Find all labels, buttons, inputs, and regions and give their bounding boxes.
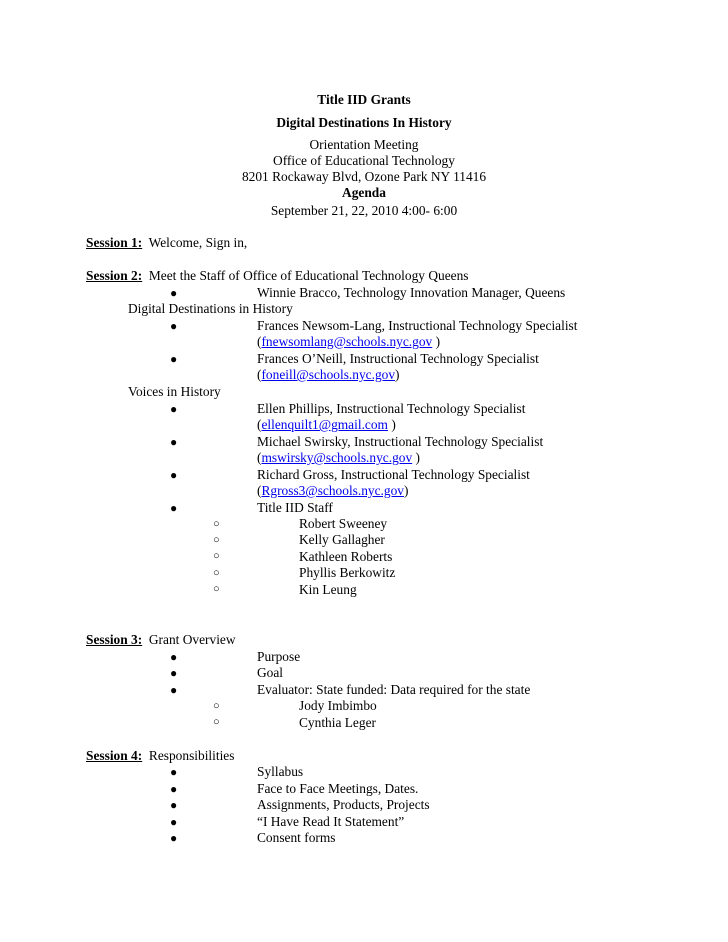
meeting-dates: September 21, 22, 2010 4:00- 6:00 [270, 203, 458, 218]
bullet-icon: ● [170, 782, 178, 796]
list-item: Purpose [257, 649, 301, 664]
bullet-icon: ● [170, 683, 178, 697]
list-item: Cynthia Leger [299, 715, 376, 730]
staff-ellen-phillips: Ellen Phillips, Instructional Technology Specialist [257, 401, 526, 416]
title-iid-staff-label: Title IID Staff [257, 500, 333, 515]
bullet-icon: ● [170, 765, 178, 779]
list-item: Kin Leung [299, 582, 357, 597]
session-4-text: Responsibilities [148, 748, 235, 763]
bullet-icon: ● [170, 402, 178, 416]
list-item: Kelly Gallagher [299, 532, 385, 547]
session-1-label: Session 1: [86, 235, 143, 250]
circle-bullet-icon: ○ [213, 518, 220, 530]
bullet-icon: ● [170, 815, 178, 829]
bullet-icon: ● [170, 319, 178, 333]
bullet-icon: ● [170, 286, 178, 300]
session-2 [86, 268, 469, 284]
circle-bullet-icon: ○ [213, 534, 220, 546]
email-link[interactable]: fnewsomlang@schools.nyc.gov [261, 334, 433, 349]
list-item: Robert Sweeney [299, 516, 388, 531]
circle-bullet-icon: ○ [213, 567, 220, 579]
agenda-heading: Agenda [342, 185, 386, 200]
list-item: Face to Face Meetings, Dates. [257, 781, 419, 796]
session-1-text: Welcome, Sign in, [148, 235, 248, 250]
office-address: 8201 Rockaway Blvd, Ozone Park NY 11416 [241, 169, 487, 184]
email-line: (ellenquilt1@gmail.com ) [257, 417, 396, 432]
list-item: Phyllis Berkowitz [299, 565, 396, 580]
circle-bullet-icon: ○ [213, 550, 220, 562]
circle-bullet-icon: ○ [213, 583, 220, 595]
email-line: (mswirsky@schools.nyc.gov ) [257, 450, 420, 465]
office-name: Office of Educational Technology [273, 153, 455, 168]
staff-frances-oneill: Frances O’Neill, Instructional Technology Specialist [257, 351, 539, 366]
list-item: Jody Imbimbo [299, 698, 377, 713]
staff-winnie-bracco: Winnie Bracco, Technology Innovation Manager, Queens [257, 285, 566, 300]
bullet-icon: ● [170, 666, 178, 680]
list-item: Kathleen Roberts [299, 549, 393, 564]
bullet-icon: ● [170, 831, 178, 845]
email-link[interactable]: foneill@schools.nyc.gov [261, 367, 396, 382]
list-item: Assignments, Products, Projects [257, 797, 430, 812]
session-2-label: Session 2: [86, 268, 143, 283]
session-1 [86, 235, 247, 251]
session-2-text: Meet the Staff of Office of Educational Technology Queens [148, 268, 469, 283]
meeting-label: Orientation Meeting [309, 137, 419, 152]
staff-richard-gross: Richard Gross, Instructional Technology Specialist [257, 467, 530, 482]
list-item: Evaluator: State funded: Data required for the state [257, 682, 531, 697]
circle-bullet-icon: ○ [213, 700, 220, 712]
list-item: Consent forms [257, 830, 336, 845]
session-4-label: Session 4: [86, 748, 143, 763]
group-digital-destinations: Digital Destinations in History [128, 301, 293, 316]
doc-title: Title IID Grants [317, 92, 411, 107]
session-3-text: Grant Overview [148, 632, 236, 647]
bullet-icon: ● [170, 650, 178, 664]
list-item: Goal [257, 665, 284, 680]
bullet-icon: ● [170, 468, 178, 482]
staff-frances-newsom-lang: Frances Newsom-Lang, Instructional Technology Specialist [257, 318, 578, 333]
session-3 [86, 632, 236, 648]
doc-subtitle: Digital Destinations In History [276, 115, 452, 130]
email-line: (foneill@schools.nyc.gov) [257, 367, 400, 382]
session-4 [86, 748, 234, 764]
email-line: (Rgross3@schools.nyc.gov) [257, 483, 409, 498]
email-link[interactable]: ellenquilt1@gmail.com [261, 417, 388, 432]
email-line: (fnewsomlang@schools.nyc.gov ) [257, 334, 441, 349]
bullet-icon: ● [170, 352, 178, 366]
session-3-label: Session 3: [86, 632, 143, 647]
email-link[interactable]: mswirsky@schools.nyc.gov [261, 450, 413, 465]
list-item: “I Have Read It Statement” [257, 814, 405, 829]
email-link[interactable]: Rgross3@schools.nyc.gov [261, 483, 404, 498]
circle-bullet-icon: ○ [213, 716, 220, 728]
list-item: Syllabus [257, 764, 304, 779]
bullet-icon: ● [170, 798, 178, 812]
bullet-icon: ● [170, 501, 178, 515]
group-voices-in-history: Voices in History [128, 384, 221, 399]
bullet-icon: ● [170, 435, 178, 449]
staff-michael-swirsky: Michael Swirsky, Instructional Technology Specialist [257, 434, 544, 449]
